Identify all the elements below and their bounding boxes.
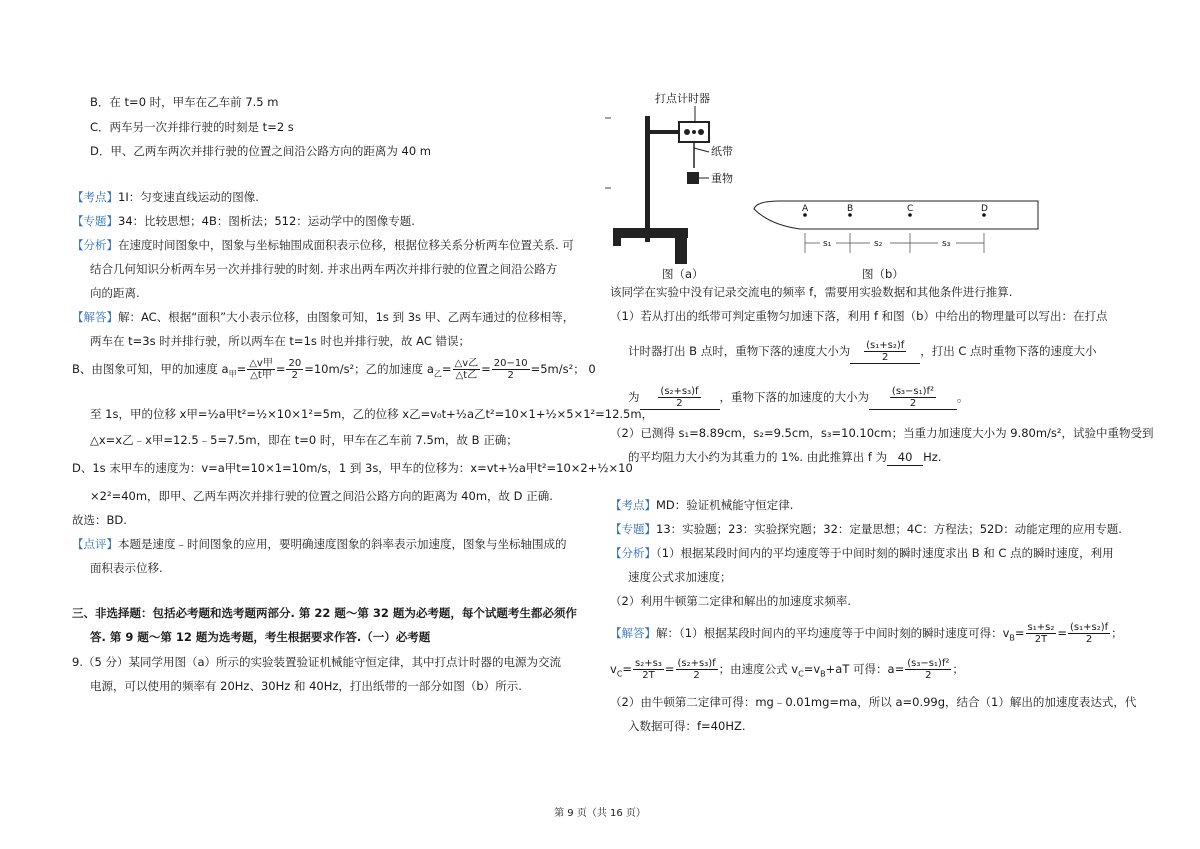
jieda-text-g: ； — [952, 662, 964, 676]
p1-text-a: 计时器打出 B 点时，重物下落的速度大小为 — [628, 344, 851, 358]
b-line-2: 至 1s，甲的位移 x甲=½a甲t²=½×10×1²=5m，乙的位移 x乙=v₀t+½a乙t²=10×1+½×5×1²=12.5m， — [90, 407, 654, 421]
b-sub-2: 乙 — [433, 369, 442, 379]
jieda-tag: 【解答】 — [610, 626, 656, 640]
fenxi-tag: 【分析】 — [72, 238, 118, 252]
timer-dot — [692, 130, 696, 134]
tape-strip — [754, 201, 1038, 229]
frac-s2s3f-2 — [676, 658, 718, 681]
label-weight: 重物 — [711, 172, 733, 185]
zhuanti-line — [72, 213, 415, 229]
question-9-line-2: 电源，可以使用的频率有 20Hz、30Hz 和 40Hz，打出纸带的一部分如图（b）所示. — [90, 679, 522, 693]
p2-text-a: 的平均阻力大小约为其重力的 1%. 由此推算出 f 为 — [628, 450, 888, 464]
label-s1: s₁ — [823, 239, 832, 249]
frac-20-2 — [286, 358, 303, 381]
jieda-text-d: ；由速度公式 v — [718, 662, 799, 676]
frac-num: 20 — [288, 358, 302, 369]
frac-num: (s₁+s₂)f — [866, 340, 905, 351]
answer-blank-3 — [869, 386, 957, 410]
frac-num: s₁+s₂ — [1027, 622, 1055, 633]
frac-den: △t甲 — [250, 370, 272, 381]
jieda-text-b: ； — [1111, 626, 1123, 640]
answer-choice: 故选：BD. — [72, 513, 127, 527]
q9-part1-line2 — [628, 340, 1097, 364]
frac-dv-dt-yi — [453, 358, 481, 381]
jieda-line — [72, 309, 574, 325]
answer-frac-1 — [864, 340, 906, 363]
q9-part1-line1: （1）若从打出的纸带可判定重物匀加速下落，利用 f 和图（b）中给出的物理量可以写出：在打点 — [610, 309, 1108, 323]
question-9-line-1: 9.（5 分）某同学用图（a）所示的实验装置验证机械能守恒定律，其中打点计时器的电源为交流 — [72, 655, 561, 669]
b-line-3: △x=x乙﹣x甲=12.5﹣5=7.5m，即在 t=0 时，甲车在乙车前 7.5m，故 B 正确； — [90, 433, 518, 447]
page-footer: 第 9 页（共 16 页） — [554, 808, 646, 819]
label-timer: 打点计时器 — [655, 92, 710, 105]
frac-den: 2 — [1085, 634, 1093, 645]
caption-b: 图（b） — [862, 267, 904, 281]
frac-s1s2f-2 — [1068, 622, 1110, 645]
frac-num: (s₃−s₁)f² — [891, 386, 935, 397]
base-foot — [613, 238, 621, 246]
zhuanti-tag: 【专题】 — [72, 214, 118, 228]
stand-base — [613, 228, 688, 238]
d-line-1: D、1s 末甲车的速度为：v=a甲t=10×1=10m/s，1 到 3s，甲车的位移为：x=vt+½a甲t²=10×2+½×10 — [72, 461, 633, 475]
sub-c: C — [616, 669, 623, 679]
table-leg — [675, 238, 687, 264]
figure-a-apparatus — [605, 88, 755, 266]
kaodian-tag: 【考点】 — [72, 190, 118, 204]
frac-den: 2T — [642, 670, 655, 681]
b-sub-1: 甲 — [228, 369, 237, 379]
label-s2: s₂ — [874, 239, 883, 249]
fenxi-text-1: 在速度时间图象中，图象与坐标轴围成面积表示位移，根据位移关系分析两车位置关系. 可 — [118, 238, 574, 252]
frac-den: 2 — [291, 370, 299, 381]
r-zhuanti-line — [610, 521, 1122, 537]
jieda-text-f: +aT 可得：a= — [825, 662, 905, 676]
r-fenxi-text-2: 速度公式求加速度； — [628, 570, 732, 584]
fenxi-text-1: （1）根据某段时间内的平均速度等于中间时刻的瞬时速度求出 B 和 C 点的瞬时速度，利用 — [656, 546, 1114, 560]
frac-dv-dt — [247, 358, 275, 381]
label-c: C — [907, 204, 914, 214]
fenxi-text-2: 结合几何知识分析两车另一次并排行驶的时刻. 并求出两车两次并排行驶的位置之间沿公路方 — [90, 262, 558, 276]
r-fenxi-line — [610, 545, 1114, 561]
frac-s2s3-2t — [633, 658, 664, 681]
figure-b-tape — [750, 195, 1040, 265]
frac-num: △v甲 — [249, 358, 273, 369]
frac-num: △v乙 — [454, 358, 479, 369]
fenxi-tag: 【分析】 — [610, 546, 656, 560]
label-s3: s₃ — [942, 239, 951, 249]
frac-num: (s₂+s₃)f — [677, 658, 716, 669]
p1-text-b: ，打出 C 点时重物下落的速度大小 — [920, 344, 1097, 358]
frac-den: 2T — [1034, 634, 1048, 645]
option-c: C．两车另一次并排行驶的时刻是 t=2 s — [90, 120, 294, 134]
sub-b: B — [1009, 633, 1015, 643]
r-jieda-line-1: 【解答】解：（1）根据某段时间内的平均速度等于中间时刻的瞬时速度可得：$v_B=$ $\frac{\text{s₁+s₂}}{2T}$ = $\frac{\text{(s₁+s₂)f}}{2}$ ； — [610, 622, 1123, 645]
option-b: B．在 t=0 时，甲车在乙车前 7.5 m — [90, 95, 279, 109]
b-text-a: B、由图象可知，甲的加速度 a — [72, 362, 229, 376]
p1-text-c: 为 — [628, 390, 640, 404]
frac-num: (s₃−s₁)f² — [907, 658, 950, 669]
timer-dot — [698, 129, 704, 135]
p1-text-d: ，重物下落的加速度的大小为 — [719, 390, 869, 404]
label-a: A — [802, 204, 809, 214]
stand-rod — [645, 116, 650, 242]
fenxi-line — [72, 237, 574, 253]
q9-part1-line3 — [628, 386, 969, 410]
jieda-tag: 【解答】 — [72, 310, 118, 324]
d-line-2: ×2²=40m，即甲、乙两车两次并排行驶的位置之间沿公路方向的距离为 40m，故 D 正确. — [90, 489, 553, 503]
answer-blank-4: 40 — [887, 449, 923, 466]
dianping-text-2: 面积表示位移. — [90, 561, 163, 575]
b-text-c: =5m/s²； 0 — [530, 362, 596, 376]
frac-den: 2 — [676, 398, 683, 409]
kaodian-line — [72, 189, 259, 205]
frac-den: △t乙 — [455, 370, 478, 381]
r-jieda-line-3: （2）由牛顿第二定律可得：mg﹣0.01mg=ma，所以 a=0.99g，结合（1）解出的加速度表达式，代 — [610, 695, 1137, 709]
answer-frac-2 — [658, 386, 700, 409]
jieda-text-c: v — [610, 662, 617, 676]
b-line-1: B、由图象可知，甲的加速度 $a_甲=$ $\frac{\text{△v甲}}{\text{△t甲}}$ = $\frac{20}{2}$ =10m/s²；乙的加速度 $a_乙=$ $\frac{\text{△v乙}}{\text{△t乙}}$ = $\frac{20-10}{2}$ =5m/s²； 0 — [72, 358, 596, 381]
kaodian-text: 1I：匀变速直线运动的图像. — [118, 190, 259, 204]
label-tape: 纸带 — [711, 145, 733, 158]
kaodian-tag: 【考点】 — [610, 498, 656, 512]
dianping-line — [72, 536, 567, 552]
weight-block — [687, 172, 699, 184]
section-3-heading-2: 答. 第 9 题～第 12 题为选考题，考生根据要求作答.（一）必考题 — [90, 630, 431, 644]
label-b: B — [847, 204, 854, 214]
section-3-heading-1: 三、非选择题：包括必考题和选考题两部分. 第 22 题～第 32 题为必考题，每个试题考生都必须作 — [72, 606, 577, 620]
frac-num: (s₂+s₃)f — [660, 386, 699, 397]
r-kaodian-line — [610, 497, 793, 513]
fenxi-text-3: 向的距离. — [90, 286, 140, 300]
p1-text-e: 。 — [957, 390, 969, 404]
option-d: D．甲、乙两车两次并排行驶的位置之间沿公路方向的距离为 40 m — [90, 144, 431, 158]
frac-den: 2 — [882, 352, 889, 363]
tape-label-leader — [694, 148, 709, 152]
q9-part2-line2 — [628, 449, 941, 466]
frac-den: 2 — [693, 670, 700, 681]
jieda-text-1: 解：AC、根据“面积”大小表示位移，由图象可知，1s 到 3s 甲、乙两车通过的位移相等， — [118, 310, 575, 324]
zhuanti-tag: 【专题】 — [610, 522, 656, 536]
frac-num: 20−10 — [493, 358, 528, 369]
zhuanti-text: 34：比较思想；4B：图析法；512：运动学中的图像专题. — [118, 214, 415, 228]
frac-num: (s₁+s₂)f — [1069, 622, 1109, 633]
frac-den: 2 — [507, 370, 514, 381]
answer-blank-2 — [640, 386, 720, 410]
kaodian-text: MD：验证机械能守恒定律. — [656, 498, 794, 512]
frac-accel — [905, 658, 951, 681]
p2-text-b: Hz. — [923, 450, 942, 464]
r-jieda-line-4: 入数据可得：f=40HZ. — [628, 719, 746, 733]
frac-den: 2 — [909, 398, 917, 409]
frac-20-10-2 — [492, 358, 530, 381]
sub-b2: B — [820, 669, 826, 679]
jieda-text-2: 两车在 t=3s 时并排行驶，所以两车在 t=1s 时也并排行驶，故 AC 错误； — [90, 334, 471, 348]
clamp-arm — [647, 130, 679, 134]
q9-part2-line1: （2）已测得 s₁=8.89cm，s₂=9.5cm，s₃=10.10cm；当重力加速度大小为 9.80m/s²，试验中重物受到 — [610, 426, 1154, 440]
jieda-text-a: 解：（1）根据某段时间内的平均速度等于中间时刻的瞬时速度可得：v — [656, 626, 1010, 640]
sub-c2: C — [798, 669, 804, 679]
label-d: D — [981, 204, 988, 214]
dianping-tag: 【点评】 — [72, 537, 118, 551]
r-jieda-line-2: $v_C=$ $\frac{\text{s₂+s₃}}{2T}$ = $\frac{\text{(s₂+s₃)f}}{2}$ ；由速度公式 $v_C=v_B+aT$ 可得：a= $\frac{\text{(s₃−s₁)f²}}{2}$ ； — [610, 658, 964, 681]
q9-intro: 该同学在实验中没有记录交流电的频率 f，需要用实验数据和其他条件进行推算. — [610, 285, 1013, 299]
dianping-text-1: 本题是速度﹣时间图象的应用，要明确速度图象的斜率表示加速度，图象与坐标轴围成的 — [118, 537, 567, 551]
jieda-text-e: =v — [803, 662, 821, 676]
answer-blank-1 — [850, 340, 920, 364]
frac-s1s2-2t — [1026, 622, 1057, 645]
timer-dot — [684, 129, 690, 135]
caption-a: 图（a） — [662, 267, 704, 281]
answer-frac-3 — [890, 386, 936, 409]
frac-den: 2 — [925, 670, 932, 681]
frac-num: s₂+s₃ — [635, 658, 662, 669]
b-text-b: =10m/s²；乙的加速度 a — [304, 362, 434, 376]
r-fenxi-text-3: （2）利用牛顿第二定律和解出的加速度求频率. — [610, 594, 851, 608]
zhuanti-text: 13：实验题；23：实验探究题；32：定量思想；4C：方程法；52D：动能定理的应用专题. — [656, 522, 1122, 536]
